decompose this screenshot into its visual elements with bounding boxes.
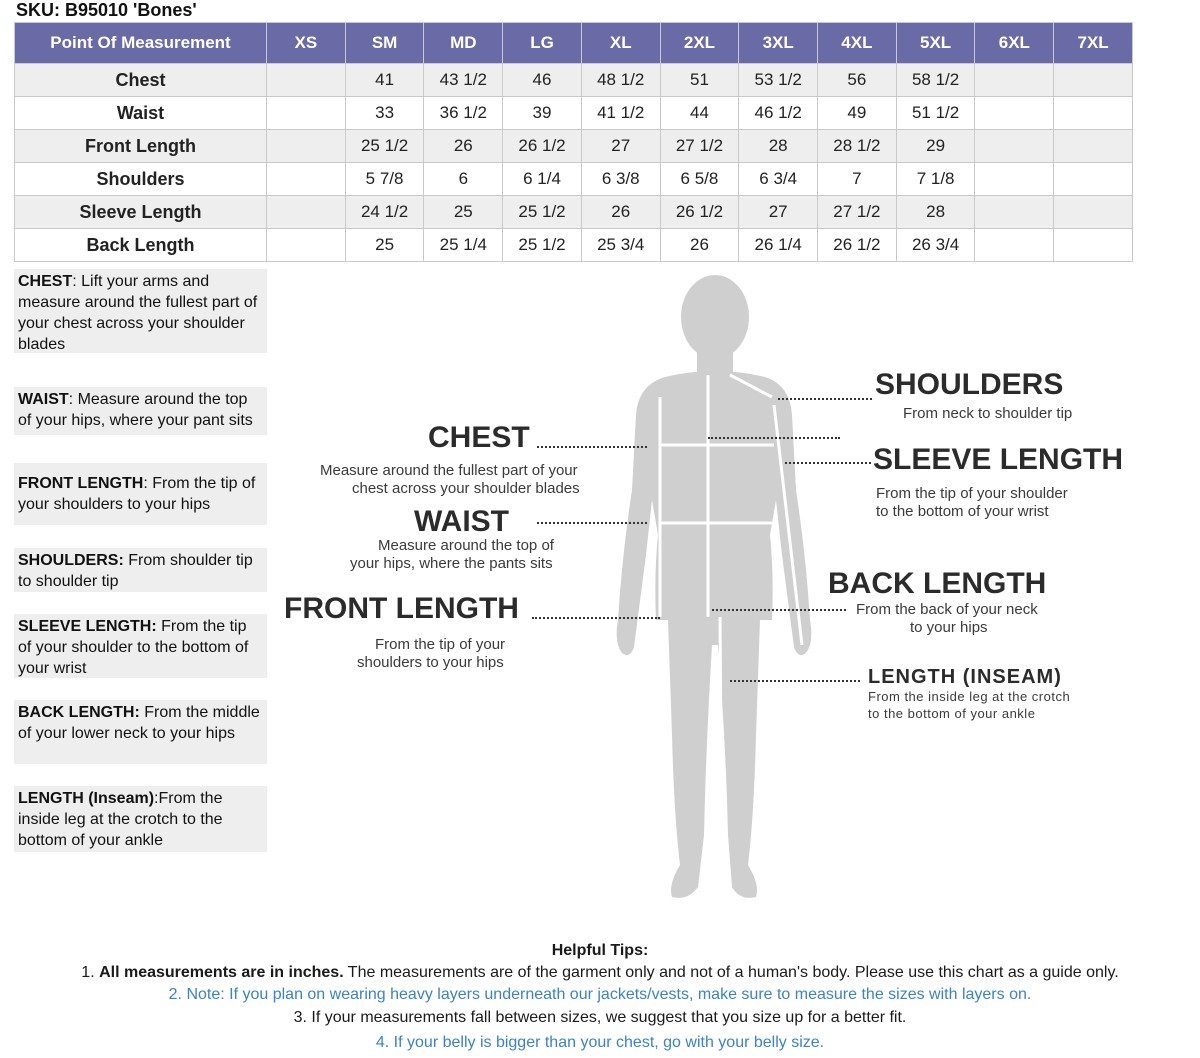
- row-label: Waist: [15, 97, 267, 130]
- callout-waist-desc: Measure around the top of: [378, 537, 554, 554]
- table-cell: 49: [818, 97, 897, 130]
- callout-inseam-leader: [730, 680, 860, 682]
- table-row: [15, 130, 1133, 163]
- header-cell: 4XL: [818, 23, 897, 64]
- table-cell: [975, 196, 1054, 229]
- header-cell: 6XL: [975, 23, 1054, 64]
- table-cell: [975, 97, 1054, 130]
- callout-front-length-leader: [532, 617, 660, 619]
- table-cell: 25 1/2: [345, 130, 424, 163]
- table-cell: 26: [660, 229, 739, 262]
- callout-waist-leader: [537, 522, 647, 524]
- table-cell: 26 1/2: [818, 229, 897, 262]
- table-cell: 6: [424, 163, 503, 196]
- row-label: Sleeve Length: [15, 196, 267, 229]
- table-cell: [267, 196, 346, 229]
- table-cell: 44: [660, 97, 739, 130]
- tip-1-text: The measurements are of the garment only and not of a human's body. Please use this chart as a guide only.: [343, 964, 1119, 981]
- guide-text: : Lift your arms and measure around the fullest part of your chest across your shoulder blades: [18, 273, 258, 353]
- guide-term: WAIST: [18, 391, 69, 408]
- table-cell: 28 1/2: [818, 130, 897, 163]
- callout-back-length-desc: From the back of your neck: [856, 601, 1038, 618]
- table-cell: 26: [424, 130, 503, 163]
- table-cell: 51: [660, 64, 739, 97]
- callout-front-length-desc: From the tip of your: [375, 636, 506, 653]
- size-chart-table: [14, 22, 1133, 262]
- table-cell: 24 1/2: [345, 196, 424, 229]
- table-cell: 39: [503, 97, 582, 130]
- guide-text: : From the tip of your shoulders to your hips: [18, 475, 256, 513]
- table-cell: 46 1/2: [739, 97, 818, 130]
- callout-sleeve-leader: [785, 462, 871, 464]
- header-cell: LG: [503, 23, 582, 64]
- callout-waist-title: WAIST: [414, 505, 509, 538]
- table-cell: 26 1/2: [660, 196, 739, 229]
- callout-chest-right-leader: [708, 437, 840, 439]
- table-cell: 6 3/8: [581, 163, 660, 196]
- table-cell: 53 1/2: [739, 64, 818, 97]
- table-cell: [975, 229, 1054, 262]
- table-cell: 6 5/8: [660, 163, 739, 196]
- table-cell: [267, 97, 346, 130]
- callout-chest-desc: Measure around the fullest part of your: [320, 462, 578, 479]
- callout-back-length-leader: [712, 609, 846, 611]
- table-cell: 25: [424, 196, 503, 229]
- table-cell: [1054, 130, 1133, 163]
- header-cell: Point Of Measurement: [15, 23, 267, 64]
- callout-back-length-title: BACK LENGTH: [828, 567, 1047, 600]
- callout-inseam-title: LENGTH (INSEAM): [868, 666, 1062, 688]
- callout-front-length-title: FRONT LENGTH: [284, 592, 519, 625]
- table-cell: 27 1/2: [660, 130, 739, 163]
- table-cell: 5 7/8: [345, 163, 424, 196]
- table-row: [15, 196, 1133, 229]
- table-row: [15, 229, 1133, 262]
- table-cell: [267, 229, 346, 262]
- table-cell: 28: [739, 130, 818, 163]
- table-cell: 33: [345, 97, 424, 130]
- table-row: [15, 97, 1133, 130]
- table-cell: 25 3/4: [581, 229, 660, 262]
- guide-text: : Measure around the top of your hips, where your pant sits: [18, 391, 253, 429]
- tip-2: 2. Note: If you plan on wearing heavy layers underneath our jackets/vests, make sure to measure the sizes with layers on.: [168, 986, 1032, 1003]
- sku-title: SKU: B95010 'Bones': [16, 0, 197, 20]
- table-cell: 56: [818, 64, 897, 97]
- callout-shoulders-leader: [778, 398, 872, 400]
- guide-term: BACK LENGTH:: [18, 704, 140, 721]
- guide-shoulders: [14, 548, 267, 592]
- table-cell: 7 1/8: [896, 163, 975, 196]
- table-row: [15, 163, 1133, 196]
- table-body: [15, 64, 1133, 262]
- guide-back-length: [14, 700, 267, 764]
- guide-term: FRONT LENGTH: [18, 475, 144, 492]
- callout-sleeve-desc: to the bottom of your wrist: [876, 503, 1049, 520]
- header-cell: XL: [581, 23, 660, 64]
- guide-chest: [14, 269, 267, 353]
- table-cell: [1054, 97, 1133, 130]
- row-label: Back Length: [15, 229, 267, 262]
- table-cell: [267, 130, 346, 163]
- callout-front-length-desc: shoulders to your hips: [357, 654, 504, 671]
- header-cell: 5XL: [896, 23, 975, 64]
- tip-4: 4. If your belly is bigger than your chest, go with your belly size.: [375, 1034, 825, 1051]
- table-cell: [1054, 163, 1133, 196]
- table-cell: 48 1/2: [581, 64, 660, 97]
- guide-front-length: [14, 463, 267, 525]
- tips-heading: Helpful Tips:: [551, 942, 649, 959]
- guide-inseam: [14, 786, 267, 852]
- table-cell: [1054, 196, 1133, 229]
- table-cell: 36 1/2: [424, 97, 503, 130]
- guide-waist: [14, 387, 267, 435]
- callout-sleeve-desc: From the tip of your shoulder: [876, 485, 1068, 502]
- table-row: [15, 64, 1133, 97]
- guide-text: From the tip of your shoulder to the bottom of your wrist: [18, 618, 249, 677]
- table-cell: [1054, 64, 1133, 97]
- header-cell: 7XL: [1054, 23, 1133, 64]
- callout-chest-leader: [537, 446, 647, 448]
- callout-chest-desc: chest across your shoulder blades: [352, 480, 580, 497]
- header-cell: MD: [424, 23, 503, 64]
- callout-waist-desc: your hips, where the pants sits: [350, 555, 553, 572]
- row-label: Chest: [15, 64, 267, 97]
- header-cell: XS: [267, 23, 346, 64]
- guide-text: From the middle of your lower neck to your hips: [18, 704, 260, 742]
- row-label: Shoulders: [15, 163, 267, 196]
- table-cell: 28: [896, 196, 975, 229]
- callout-shoulders-title: SHOULDERS: [875, 368, 1064, 401]
- guide-term: SHOULDERS:: [18, 552, 124, 569]
- table-cell: 6 1/4: [503, 163, 582, 196]
- table-header-row: [15, 23, 1133, 64]
- table-cell: [975, 64, 1054, 97]
- table-cell: 7: [818, 163, 897, 196]
- table-cell: 27: [739, 196, 818, 229]
- callout-sleeve-title: SLEEVE LENGTH: [873, 443, 1124, 476]
- header-cell: SM: [345, 23, 424, 64]
- guide-text: :From the inside leg at the crotch to the bottom of your ankle: [18, 790, 223, 849]
- table-cell: 25: [345, 229, 424, 262]
- table-cell: [975, 163, 1054, 196]
- callout-back-length-desc: to your hips: [910, 619, 988, 636]
- tip-1-bold: All measurements are in inches.: [99, 964, 344, 981]
- table-cell: [267, 64, 346, 97]
- table-cell: 6 3/4: [739, 163, 818, 196]
- tip-3: 3. If your measurements fall between sizes, we suggest that you size up for a better fit.: [293, 1009, 907, 1026]
- table-cell: 41: [345, 64, 424, 97]
- table-cell: [267, 163, 346, 196]
- guide-sleeve-length: [14, 614, 267, 678]
- table-cell: 25 1/2: [503, 229, 582, 262]
- callout-shoulders-desc: From neck to shoulder tip: [903, 405, 1073, 422]
- table-cell: 41 1/2: [581, 97, 660, 130]
- header-cell: 2XL: [660, 23, 739, 64]
- table-cell: 26 3/4: [896, 229, 975, 262]
- table-cell: 27 1/2: [818, 196, 897, 229]
- table-cell: [1054, 229, 1133, 262]
- guide-text: From shoulder tip to shoulder tip: [18, 552, 253, 590]
- callout-inseam-desc: to the bottom of your ankle: [868, 706, 1036, 721]
- guide-term: LENGTH (Inseam): [18, 790, 155, 807]
- table-cell: 27: [581, 130, 660, 163]
- guide-term: CHEST: [18, 273, 73, 290]
- table-cell: 29: [896, 130, 975, 163]
- table-cell: 26 1/4: [739, 229, 818, 262]
- table-cell: 46: [503, 64, 582, 97]
- table-cell: 51 1/2: [896, 97, 975, 130]
- table-cell: 25 1/2: [503, 196, 582, 229]
- table-cell: 26: [581, 196, 660, 229]
- table-cell: 43 1/2: [424, 64, 503, 97]
- table-cell: 58 1/2: [896, 64, 975, 97]
- callout-chest-title: CHEST: [428, 421, 530, 454]
- table-cell: [975, 130, 1054, 163]
- table-cell: 26 1/2: [503, 130, 582, 163]
- tip-1: [0, 964, 1200, 982]
- header-cell: 3XL: [739, 23, 818, 64]
- table-cell: 25 1/4: [424, 229, 503, 262]
- tip-1-number: 1.: [81, 964, 100, 981]
- callout-inseam-desc: From the inside leg at the crotch: [868, 689, 1071, 704]
- row-label: Front Length: [15, 130, 267, 163]
- guide-term: SLEEVE LENGTH:: [18, 618, 157, 635]
